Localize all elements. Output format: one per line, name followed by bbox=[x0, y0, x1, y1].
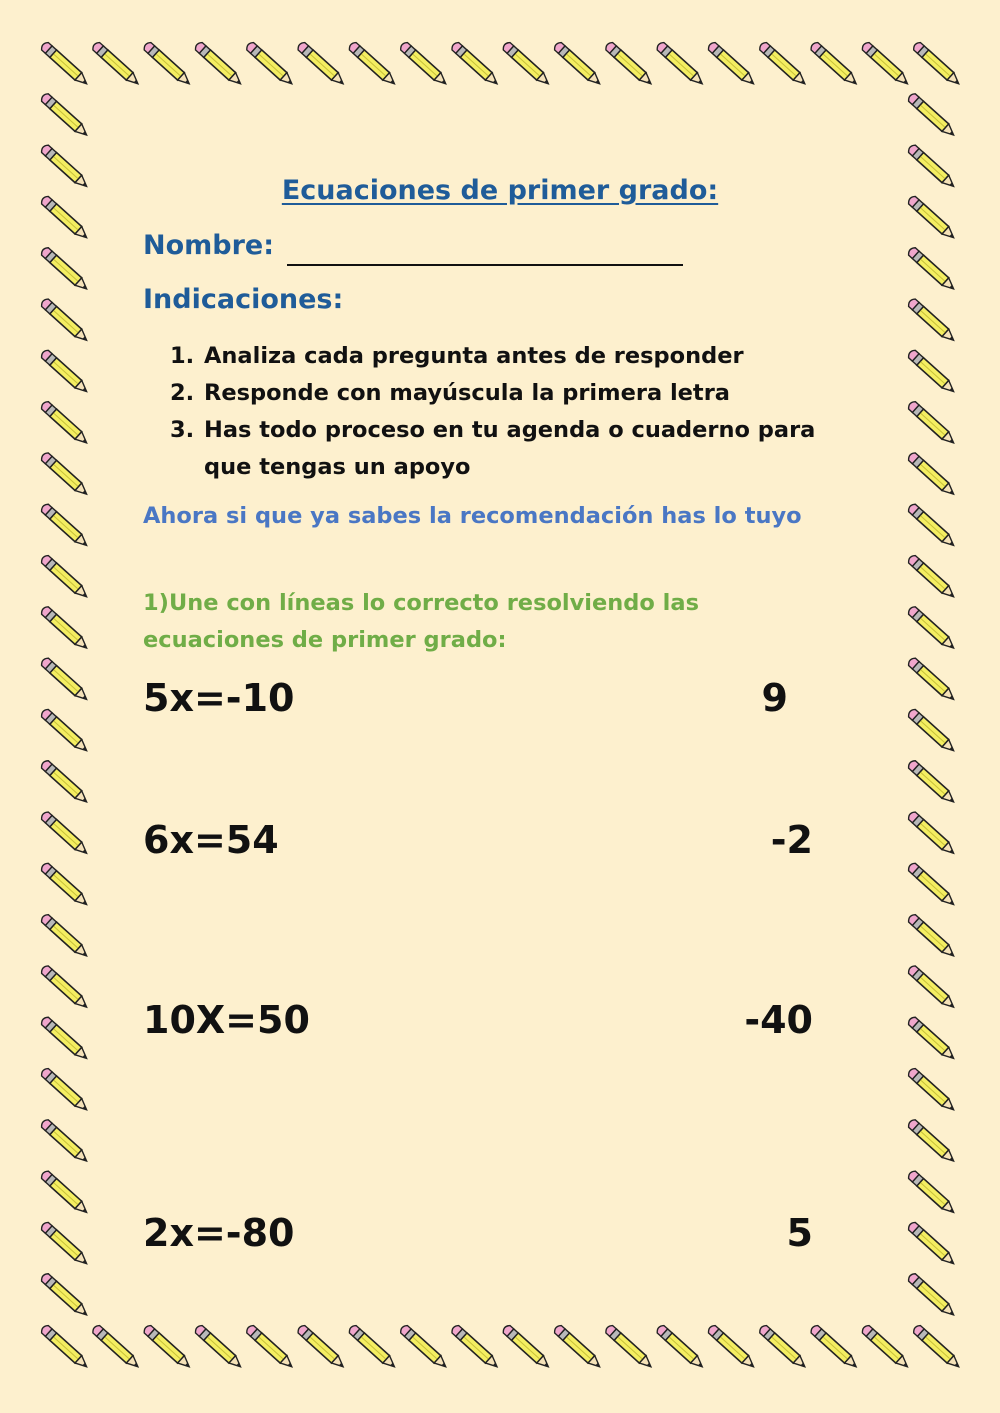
pencil-icon bbox=[907, 297, 957, 344]
pencil-icon bbox=[296, 41, 346, 88]
pencil-icon bbox=[40, 503, 90, 550]
name-input-line[interactable] bbox=[287, 264, 683, 266]
equation-1[interactable]: 5x=-10 bbox=[143, 676, 295, 720]
pencil-icon bbox=[245, 1324, 295, 1371]
pencil-icon bbox=[40, 656, 90, 703]
pencil-icon bbox=[91, 41, 141, 88]
pencil-icon bbox=[553, 1324, 603, 1371]
pencil-icon bbox=[245, 41, 295, 88]
pencil-icon bbox=[907, 554, 957, 601]
pencil-icon bbox=[296, 1324, 346, 1371]
pencil-icon bbox=[40, 1016, 90, 1063]
pencil-icon bbox=[40, 1272, 90, 1319]
equation-3[interactable]: 10X=50 bbox=[143, 998, 310, 1042]
pencil-icon bbox=[907, 400, 957, 447]
pencil-icon bbox=[604, 41, 654, 88]
pencil-icon bbox=[907, 605, 957, 652]
pencil-icon bbox=[758, 1324, 808, 1371]
pencil-icon bbox=[907, 1272, 957, 1319]
pencil-icon bbox=[142, 1324, 192, 1371]
pencil-icon bbox=[40, 92, 90, 139]
pencil-icon bbox=[758, 41, 808, 88]
recommendation-note: Ahora si que ya sabes la recomendación has lo tuyo bbox=[143, 503, 802, 529]
pencil-icon bbox=[40, 605, 90, 652]
pencil-icon bbox=[40, 246, 90, 293]
instruction-text: Responde con mayúscula la primera letra bbox=[204, 380, 730, 406]
pencil-icon bbox=[194, 41, 244, 88]
pencil-icon bbox=[861, 1324, 911, 1371]
instruction-item bbox=[170, 338, 830, 375]
instruction-item bbox=[170, 412, 830, 486]
pencil-icon bbox=[907, 349, 957, 396]
answer-1[interactable]: 9 bbox=[761, 676, 788, 720]
pencil-icon bbox=[912, 41, 962, 88]
instruction-text: Analiza cada pregunta antes de responder bbox=[204, 343, 744, 369]
pencil-icon bbox=[907, 913, 957, 960]
pencil-icon bbox=[655, 1324, 705, 1371]
pencil-icon bbox=[91, 1324, 141, 1371]
pencil-icon bbox=[907, 656, 957, 703]
pencil-icon bbox=[40, 1118, 90, 1165]
pencil-icon bbox=[194, 1324, 244, 1371]
pencil-icon bbox=[40, 1324, 90, 1371]
pencil-icon bbox=[907, 1169, 957, 1216]
pencil-icon bbox=[399, 1324, 449, 1371]
pencil-icon bbox=[40, 41, 90, 88]
pencil-icon bbox=[707, 41, 757, 88]
pencil-icon bbox=[861, 41, 911, 88]
pencil-icon bbox=[912, 1324, 962, 1371]
pencil-icon bbox=[40, 400, 90, 447]
pencil-icon bbox=[604, 1324, 654, 1371]
pencil-icon bbox=[40, 1169, 90, 1216]
pencil-icon bbox=[907, 862, 957, 909]
pencil-icon bbox=[40, 554, 90, 601]
pencil-icon bbox=[809, 1324, 859, 1371]
pencil-icon bbox=[40, 759, 90, 806]
pencil-icon bbox=[907, 964, 957, 1011]
pencil-icon bbox=[450, 41, 500, 88]
pencil-icon bbox=[907, 246, 957, 293]
pencil-icon bbox=[399, 41, 449, 88]
pencil-icon bbox=[907, 1016, 957, 1063]
name-label: Nombre: bbox=[143, 230, 275, 261]
pencil-icon bbox=[450, 1324, 500, 1371]
pencil-icon bbox=[40, 708, 90, 755]
instruction-text: Has todo proceso en tu agenda o cuaderno para que tengas un apoyo bbox=[204, 417, 816, 480]
pencil-icon bbox=[501, 41, 551, 88]
pencil-icon bbox=[40, 964, 90, 1011]
pencil-icon bbox=[907, 451, 957, 498]
pencil-icon bbox=[907, 92, 957, 139]
pencil-icon bbox=[40, 451, 90, 498]
pencil-icon bbox=[40, 862, 90, 909]
indications-heading: Indicaciones: bbox=[143, 284, 344, 315]
page-title: Ecuaciones de primer grado: bbox=[281, 175, 719, 206]
pencil-icon bbox=[348, 1324, 398, 1371]
pencil-icon bbox=[907, 503, 957, 550]
pencil-icon bbox=[907, 759, 957, 806]
instructions-list bbox=[170, 338, 830, 486]
pencil-icon bbox=[40, 913, 90, 960]
instruction-item bbox=[170, 375, 830, 412]
pencil-icon bbox=[40, 1221, 90, 1268]
pencil-icon bbox=[40, 349, 90, 396]
pencil-icon bbox=[40, 810, 90, 857]
answer-2[interactable]: -2 bbox=[770, 818, 813, 862]
instruction-number: 1. bbox=[170, 343, 195, 369]
instruction-number: 2. bbox=[170, 380, 195, 406]
answer-3[interactable]: -40 bbox=[744, 998, 813, 1042]
pencil-icon bbox=[655, 41, 705, 88]
pencil-icon bbox=[40, 297, 90, 344]
pencil-icon bbox=[501, 1324, 551, 1371]
instruction-number: 3. bbox=[170, 417, 195, 443]
pencil-icon bbox=[907, 810, 957, 857]
pencil-icon bbox=[40, 1067, 90, 1114]
pencil-icon bbox=[907, 1118, 957, 1165]
pencil-icon bbox=[907, 1221, 957, 1268]
task-instruction: 1)Une con líneas lo correcto resolviendo las ecuaciones de primer grado: bbox=[143, 590, 699, 653]
pencil-icon bbox=[707, 1324, 757, 1371]
pencil-icon bbox=[907, 1067, 957, 1114]
equation-2[interactable]: 6x=54 bbox=[143, 818, 279, 862]
pencil-icon bbox=[553, 41, 603, 88]
pencil-icon bbox=[348, 41, 398, 88]
answer-4[interactable]: 5 bbox=[786, 1211, 813, 1255]
pencil-icon bbox=[809, 41, 859, 88]
pencil-icon bbox=[907, 708, 957, 755]
pencil-icon bbox=[142, 41, 192, 88]
equation-4[interactable]: 2x=-80 bbox=[143, 1211, 295, 1255]
